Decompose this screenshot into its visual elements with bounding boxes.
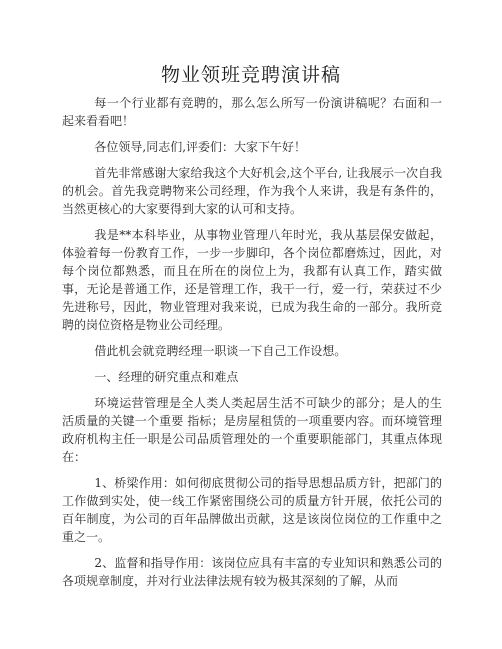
paragraph-transition: 借此机会就竞聘经理一职谈一下自己工作设想。 <box>94 344 347 358</box>
paragraph-point-1: 1、桥梁作用：如何彻底贯彻公司的指导思想品质方针，把部门的工作做到实处，使一线工作紧密围绕公司的质量方针开展，依托公司的百年制度，为公司的百年品牌做出贡献，这是该岗位岗位的工作重中之重之一。 <box>62 476 442 544</box>
document-body <box>62 94 442 598</box>
section-heading-1: 一、经理的研究重点和难点 <box>94 370 239 384</box>
paragraph-greeting: 各位领导,同志们,评委们：大家下午好！ <box>94 140 307 154</box>
paragraph-intro: 每一个行业都有竞聘的，那么怎么所写一份演讲稿呢？右面和一起来看看吧！ <box>62 96 442 128</box>
paragraph-point-2: 2、监督和指导作用：该岗位应具有丰富的专业知识和熟悉公司的各项规章制度，并对行业法律法规有较为极其深刻的了解，从而 <box>62 556 442 588</box>
paragraph-section-1: 环境运营管理是全人类人类起居生活不可缺少的部分；是人的生活质量的关键一个重要 指标；是房屋租赁的一项重要内容。而环境管理政府机构主任一职是公司品质管理处的一个重要职能部门，其重点体现在： <box>62 396 442 464</box>
paragraph-thanks: 首先非常感谢大家给我这个大好机会,这个平台, 让我展示一次自我的机会。首先我竞聘物来公司经理，作为我个人来讲，我是有条件的，当然更核心的大家要得到大家的认可和支持。 <box>62 166 442 216</box>
paragraph-background: 我是**本科毕业，从事物业管理八年时光，我从基层保安做起，体验着每一份教育工作，一步一步脚印，各个岗位都磨炼过，因此，对每个岗位都熟悉，而且在所在的岗位上为，我都有认真工作，踏实做事，无论是普通工作，还是管理工作，我干一行，爱一行，荣获过不少先进称号，因此，物业管理对我来说，已成为我生命的一部分。我所竞聘的岗位资格是物业公司经理。 <box>62 228 442 332</box>
document-title: 物业领班竞聘演讲稿 <box>160 64 341 86</box>
